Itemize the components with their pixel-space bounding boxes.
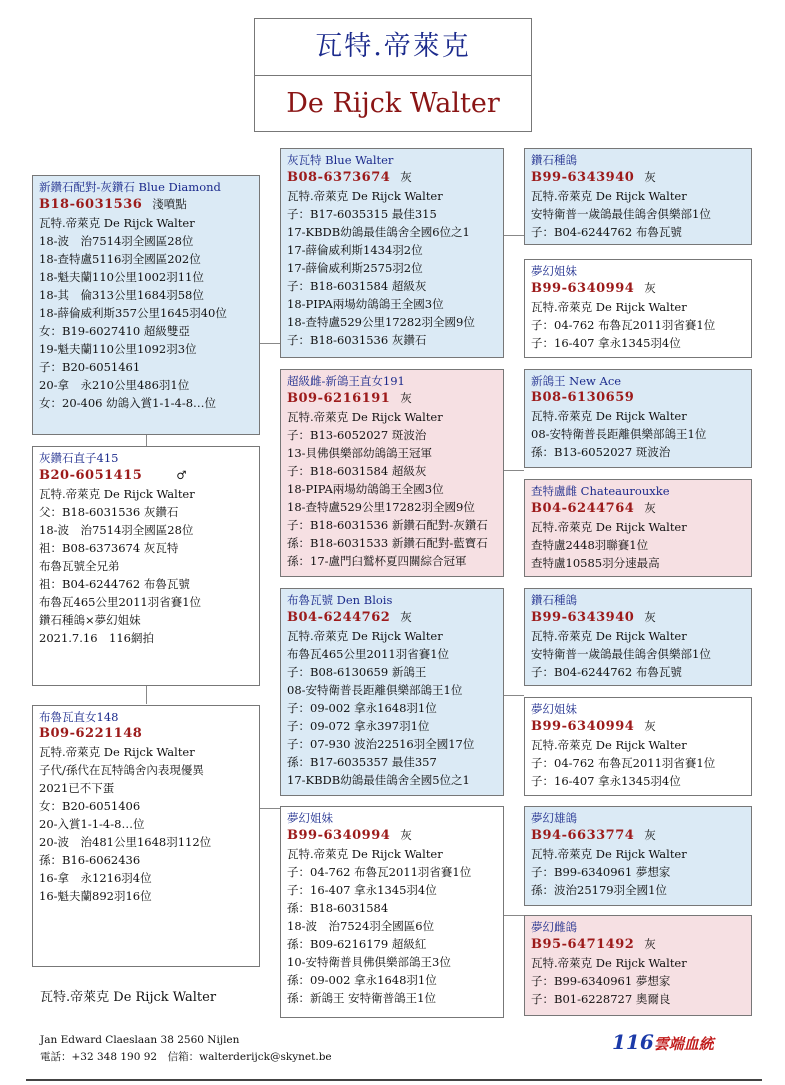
subject-card [32, 175, 260, 435]
title-english: De Rijck Walter [286, 88, 500, 119]
card-line: 18-波 治7524羽全國區6位 [287, 919, 435, 933]
card-line: 瓦特.帝萊克 De Rijck Walter [531, 189, 687, 203]
card-line: 孫：17-盧門臼鷲杯夏四關綜合冠軍 [287, 554, 467, 568]
card-header: 夢幻雌鴿 [531, 920, 577, 934]
card-line: 20-拿 永210公里486羽1位 [39, 378, 190, 392]
card-header: 夢幻雄鴿 [531, 811, 577, 825]
card-line: 子：B13-6052027 斑波治 [287, 428, 427, 442]
connector-line [504, 470, 524, 471]
card-line: 子：07-930 波治22516羽全國17位 [287, 737, 475, 751]
ring-number: B08-6130659 [531, 390, 635, 405]
card-line: 瓦特.帝萊克 De Rijck Walter [531, 300, 687, 314]
card-header: 超級雌-新鴿王直女191 [287, 374, 405, 388]
signature: 瓦特.帝萊克 De Rijck Walter [40, 990, 217, 1005]
connector-line [504, 235, 524, 236]
card-line: 子：B01-6228727 奧爾良 [531, 992, 671, 1006]
card-line: 孫：B18-6031533 新鑽石配對-藍寶石 [287, 536, 488, 550]
ring-number: B95-6471492 灰 [531, 937, 656, 952]
card-line: 布魯瓦號全兄弟 [39, 559, 120, 573]
card-line: 孫：B09-6216179 超級紅 [287, 937, 427, 951]
pigeon-color: 灰 [400, 391, 412, 405]
card-line: 子：B17-6035315 最佳315 [287, 207, 437, 221]
card-line: 孫：09-002 拿永1648羽1位 [287, 973, 437, 987]
card-line: 瓦特.帝萊克 De Rijck Walter [531, 409, 687, 423]
card-line: 鑽石種鴿×夢幻姐妹 [39, 613, 141, 627]
pigeon-color: 灰 [644, 937, 656, 951]
card-line: 20-波 治481公里1648羽112位 [39, 835, 212, 849]
card-line: 瓦特.帝萊克 De Rijck Walter [39, 745, 195, 759]
connector-line [146, 686, 147, 704]
card-line: 18-查特盧529公里17282羽全國9位 [287, 315, 475, 329]
ancestor-card [524, 369, 752, 468]
ancestor-card [524, 259, 752, 358]
pigeon-color: 灰 [644, 719, 656, 733]
card-line: 18-查特盧529公里17282羽全國9位 [287, 500, 475, 514]
card-line: 子：B18-6031584 超級灰 [287, 464, 427, 478]
card-line: 子：B20-6051461 [39, 360, 141, 374]
card-line: 子：04-762 布魯瓦2011羽省賽1位 [287, 865, 472, 879]
ring-number: B99-6340994 灰 [287, 828, 412, 843]
ancestor-card [524, 148, 752, 245]
ancestor-card [524, 915, 752, 1016]
card-line: 子：B08-6130659 新鴿王 [287, 665, 427, 679]
card-header: 夢幻姐妹 [531, 264, 577, 278]
connector-line [504, 915, 524, 916]
card-line: 子：09-072 拿永397羽1位 [287, 719, 430, 733]
ancestor-card [524, 479, 752, 577]
ring-number: B18-6031536 淺噴點 [39, 197, 187, 212]
card-line: 孫：波治25179羽全國1位 [531, 883, 667, 897]
address: Jan Edward Claeslaan 38 2560 Nijlen [40, 1034, 240, 1046]
logo-text: 雲端血統 [653, 1035, 714, 1053]
pigeon-color: 淺噴點 [152, 197, 187, 211]
card-line: 布魯瓦465公里2011羽省賽1位 [39, 595, 202, 609]
card-line: 安特衛普一歲鴿最佳鴿舍俱樂部1位 [531, 207, 711, 221]
ring-number: B09-6216191 灰 [287, 391, 412, 406]
card-line: 孫：B17-6035357 最佳357 [287, 755, 437, 769]
card-line: 20-入賞1-1-4-8…位 [39, 817, 145, 831]
ring-number: B99-6340994 灰 [531, 719, 656, 734]
card-line: 子：B18-6031536 新鑽石配對-灰鑽石 [287, 518, 488, 532]
card-line: 17-KBDB幼鴿最佳鴿舍全國5位之1 [287, 773, 470, 787]
pigeon-color: 灰 [400, 170, 412, 184]
granddam-card [280, 806, 504, 1018]
card-line: 16-魁夫蘭892羽16位 [39, 889, 152, 903]
ring-number: B99-6340994 灰 [531, 281, 656, 296]
card-header: 夢幻姐妹 [287, 811, 333, 825]
ring-number: B09-6221148 [39, 726, 143, 741]
card-line: 18-波 治7514羽全國區28位 [39, 523, 194, 537]
card-line: 孫：B13-6052027 斑波治 [531, 445, 671, 459]
card-line: 瓦特.帝萊克 De Rijck Walter [531, 956, 687, 970]
card-line: 瓦特.帝萊克 De Rijck Walter [287, 847, 443, 861]
card-line: 18-查特盧5116羽全國區202位 [39, 252, 201, 266]
contact-block [40, 1032, 332, 1066]
card-line: 孫：B18-6031584 [287, 901, 389, 915]
card-line: 08-安特衛普長距離俱樂部鴿王1位 [287, 683, 463, 697]
card-header: 查特盧雌 Chateaurouxke [531, 484, 670, 498]
pigeon-color: 灰 [400, 828, 412, 842]
card-header: 鑽石種鴿 [531, 593, 577, 607]
card-line: 祖：B04-6244762 布魯瓦號 [39, 577, 190, 591]
card-header: 灰鑽石直子415 [39, 451, 119, 465]
ring-number: B04-6244764 灰 [531, 501, 656, 516]
card-line: 子：B99-6340961 夢想家 [531, 865, 671, 879]
card-line: 女：20-406 幼鴿入賞1-1-4-8…位 [39, 396, 217, 410]
dam-card [280, 369, 504, 577]
ring-number: B04-6244762 灰 [287, 610, 412, 625]
card-line: 13-貝佛俱樂部幼鴿鴿王冠軍 [287, 446, 433, 460]
card-line: 瓦特.帝萊克 De Rijck Walter [287, 629, 443, 643]
card-line: 18-PIPA兩場幼鴿鴿王全國3位 [287, 482, 444, 496]
ring-number: B99-6343940 灰 [531, 170, 656, 185]
card-line: 瓦特.帝萊克 De Rijck Walter [531, 629, 687, 643]
ancestor-card [524, 806, 752, 906]
card-line: 孫：新鴿王 安特衛普鴿王1位 [287, 991, 436, 1005]
title-box [254, 18, 532, 132]
card-line: 女：B19-6027410 超級雙亞 [39, 324, 190, 338]
sire-card [280, 148, 504, 358]
connector-line [146, 434, 147, 446]
pigeon-color: 灰 [644, 828, 656, 842]
card-line: 17-薛倫威利斯2575羽2位 [287, 261, 423, 275]
ring-number: B08-6373674 灰 [287, 170, 412, 185]
card-line: 2021.7.16 116網拍 [39, 631, 154, 645]
card-line: 19-魁夫蘭110公里1092羽3位 [39, 342, 197, 356]
card-line: 子：04-762 布魯瓦2011羽省賽1位 [531, 318, 716, 332]
pigeon-color: 灰 [400, 610, 412, 624]
card-line: 父：B18-6031536 灰鑽石 [39, 505, 179, 519]
card-line: 查特盧10585羽分速最高 [531, 556, 660, 570]
card-line: 16-拿 永1216羽4位 [39, 871, 152, 885]
card-line: 瓦特.帝萊克 De Rijck Walter [287, 410, 443, 424]
pigeon-sex: ♂ [176, 468, 187, 482]
card-line: 子：09-002 拿永1648羽1位 [287, 701, 437, 715]
card-line: 10-安特衛普貝佛俱樂部鴿王3位 [287, 955, 451, 969]
ancestor-card [524, 697, 752, 796]
card-line: 瓦特.帝萊克 De Rijck Walter [531, 738, 687, 752]
logo-number: 116 [612, 1030, 654, 1054]
card-line: 子：16-407 拿永1345羽4位 [531, 774, 681, 788]
card-line: 子：04-762 布魯瓦2011羽省賽1位 [531, 756, 716, 770]
card-line: 子代/孫代在瓦特鴿舍內表現優異 [39, 763, 204, 777]
card-line: 祖：B08-6373674 灰瓦特 [39, 541, 179, 555]
card-line: 查特盧2448羽聯賽1位 [531, 538, 649, 552]
card-header: 新鴿王 New Ace [531, 374, 622, 388]
card-line: 子：B04-6244762 布魯瓦號 [531, 665, 682, 679]
site-logo [612, 1030, 714, 1054]
card-line: 子：B18-6031536 灰鑽石 [287, 333, 427, 347]
card-line: 瓦特.帝萊克 De Rijck Walter [287, 189, 443, 203]
card-line: 08-安特衛普長距離俱樂部鴿王1位 [531, 427, 707, 441]
sibling-card [32, 446, 260, 686]
card-line: 18-PIPA兩場幼鴿鴿王全國3位 [287, 297, 444, 311]
card-line: 子：B18-6031584 超級灰 [287, 279, 427, 293]
card-line: 子：B99-6340961 夢想家 [531, 974, 671, 988]
card-header: 新鑽石配對-灰鑽石 Blue Diamond [39, 180, 221, 194]
phone-email: 電話：+32 348 190 92 信箱：walterderijck@skynet.be [40, 1051, 332, 1063]
card-line: 17-薛倫威利斯1434羽2位 [287, 243, 423, 257]
pigeon-color: 灰 [644, 170, 656, 184]
grandsire-card [280, 588, 504, 796]
ring-number: B99-6343940 灰 [531, 610, 656, 625]
sibling-card [32, 705, 260, 967]
card-line: 2021已不下蛋 [39, 781, 115, 795]
ring-number: B20-6051415 ♂ [39, 468, 187, 483]
card-line: 孫：B16-6062436 [39, 853, 141, 867]
card-line: 安特衛普一歲鴿最佳鴿舍俱樂部1位 [531, 647, 711, 661]
pigeon-color: 灰 [644, 610, 656, 624]
connector-line [504, 695, 524, 696]
card-line: 18-薛倫威利斯357公里1645羽40位 [39, 306, 227, 320]
ring-number: B94-6633774 灰 [531, 828, 656, 843]
pigeon-color: 灰 [644, 281, 656, 295]
connector-line [260, 343, 280, 344]
card-line: 18-魁夫蘭110公里1002羽11位 [39, 270, 204, 284]
card-line: 瓦特.帝萊克 De Rijck Walter [39, 216, 195, 230]
bottom-divider [26, 1079, 762, 1081]
title-chinese: 瓦特.帝萊克 [255, 19, 531, 76]
card-line: 18-波 治7514羽全國區28位 [39, 234, 194, 248]
card-line: 瓦特.帝萊克 De Rijck Walter [531, 520, 687, 534]
card-line: 瓦特.帝萊克 De Rijck Walter [39, 487, 195, 501]
card-line: 女：B20-6051406 [39, 799, 141, 813]
pigeon-color: 灰 [644, 501, 656, 515]
card-line: 子：16-407 拿永1345羽4位 [531, 336, 681, 350]
card-header: 灰瓦特 Blue Walter [287, 153, 394, 167]
connector-line [260, 808, 280, 809]
card-line: 17-KBDB幼鴿最佳鴿舍全國6位之1 [287, 225, 470, 239]
card-header: 布魯瓦號 Den Blois [287, 593, 393, 607]
card-header: 夢幻姐妹 [531, 702, 577, 716]
card-line: 布魯瓦465公里2011羽省賽1位 [287, 647, 450, 661]
card-line: 瓦特.帝萊克 De Rijck Walter [531, 847, 687, 861]
card-line: 子：B04-6244762 布魯瓦號 [531, 225, 682, 239]
card-line: 18-其 倫313公里1684羽58位 [39, 288, 204, 302]
card-header: 布魯瓦直女148 [39, 710, 119, 724]
card-header: 鑽石種鴿 [531, 153, 577, 167]
card-line: 子：16-407 拿永1345羽4位 [287, 883, 437, 897]
ancestor-card [524, 588, 752, 686]
